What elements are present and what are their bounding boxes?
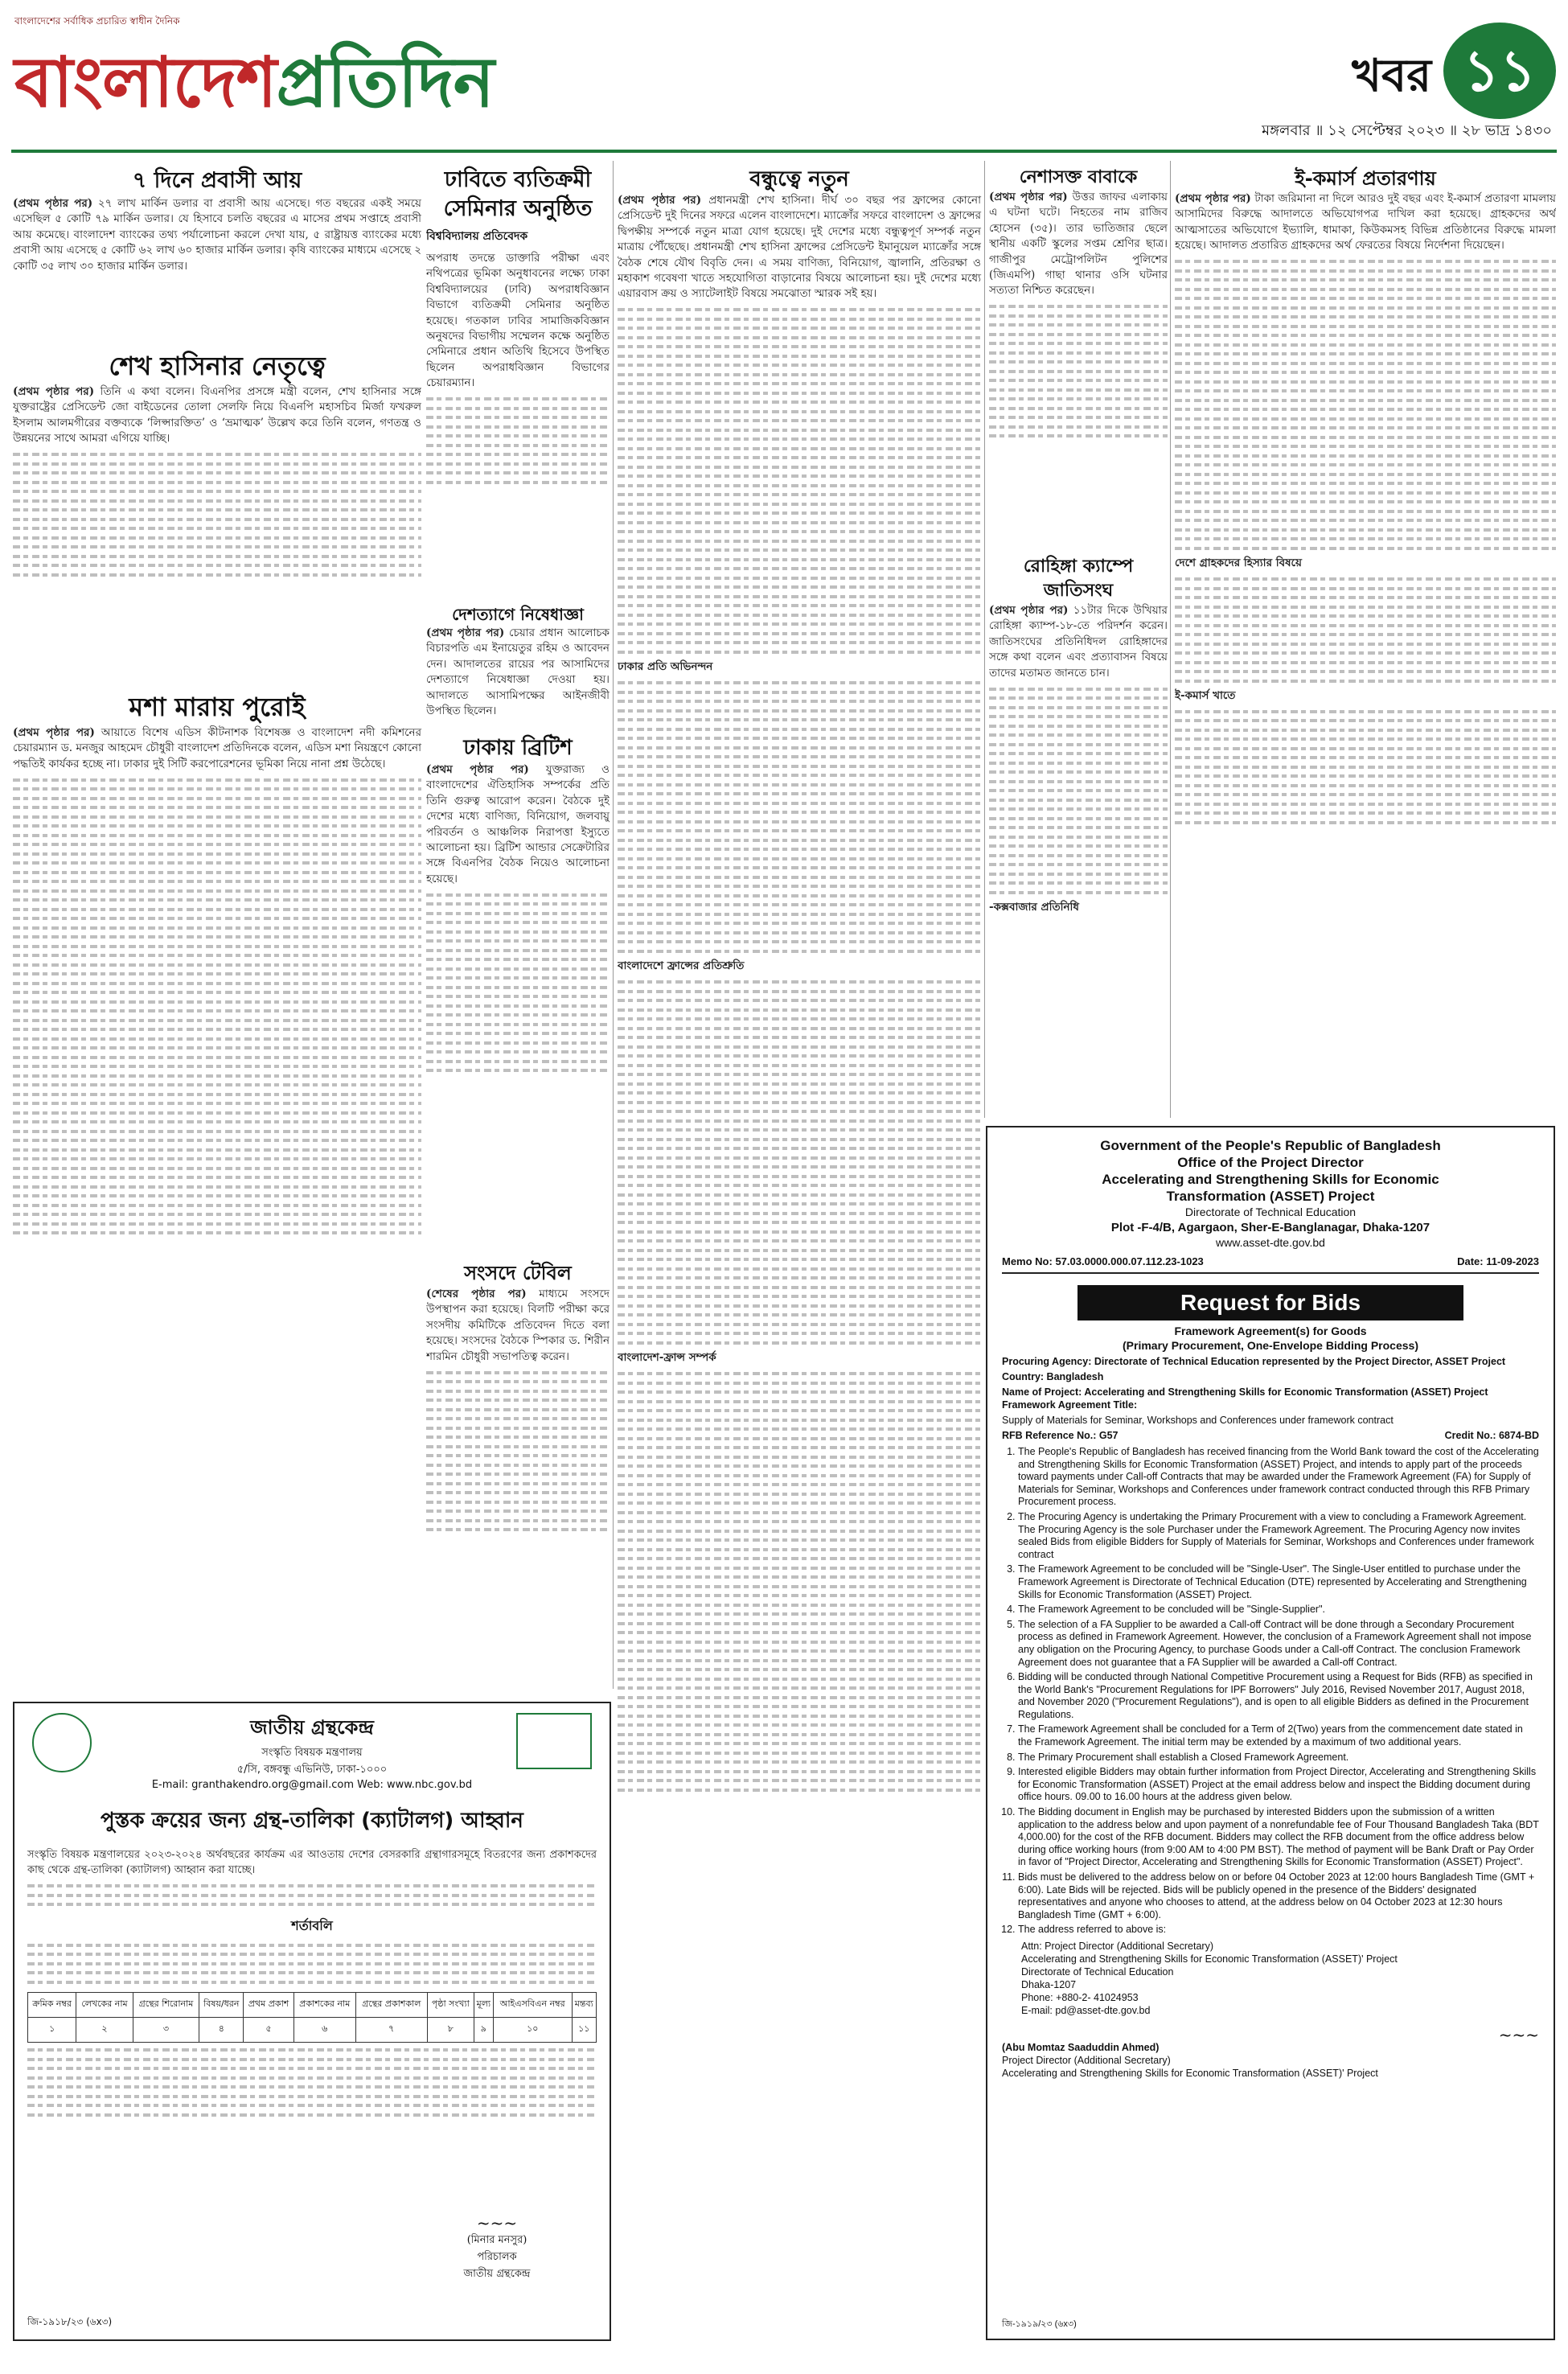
clause-item: 1. The People's Republic of Bangladesh has received financing from the World Bank toward the cost of the Accelerating and Strengthening Skills for Economic Transformation (ASSET) Project, and intends to apply part of the proceeds toward payments under Call-off Contracts that may be awarded under the Framework Agreement (FA) for Supply of Materials for Seminar, Workshops and Conferences under framework contract conducted through this RFB Primary Procurement process.	[1018, 1446, 1539, 1509]
attn-project: Accelerating and Strengthening Skills for Economic Transformation (ASSET)' Project	[1021, 1953, 1398, 1965]
article-ecommerce-fraud[interactable]	[1175, 166, 1556, 1121]
table-cell: ৩	[133, 2017, 199, 2042]
table-header-cell: আইএসবিএন নম্বর	[493, 1992, 572, 2017]
reference-row	[1002, 1430, 1539, 1441]
attn-city: Dhaka-1207	[1021, 1978, 1077, 1990]
clause-item: 2. The Procuring Agency is undertaking the Primary Procurement with a view to concluding a Framework Agreement. The Procuring Agency is the sole Purchaser under the Framework Agreement. The Procuring Agency now invites sealed Bids from eligible Bidders for Supply of Materials for Seminar, Workshops and Conferences under framework contract	[1018, 1511, 1539, 1561]
handwritten-signature: ~~~	[476, 2213, 518, 2232]
article-subheading: বাংলাদেশ-ফ্রান্স সম্পর্ক	[618, 1351, 716, 1365]
library-catalogue-notice[interactable]	[13, 1702, 611, 2341]
table-cell: ২	[76, 2017, 133, 2042]
tender-website-link[interactable]: www.asset-dte.gov.bd	[1216, 1236, 1325, 1249]
signer-name: (মিনার মনসুর)	[466, 2234, 527, 2246]
credit-number: Credit No.: 6874-BD	[1444, 1430, 1539, 1441]
article-body: (প্রথম পৃষ্ঠার পর) চেয়ার প্রধান আলোচক বিচারপতি এম ইনায়েতুর রহিম ও আবেদন দেন। আদালতের রায়ের পর আসামিদের দেশত্যাগে নিষেধাজ্ঞা দেওয়া হয়। আদালতে আসামিপক্ষের আইনজীবী উপস্থিত ছিলেন।	[426, 626, 610, 718]
country: Country: Bangladesh	[1002, 1371, 1104, 1382]
article-body: (প্রথম পৃষ্ঠার পর) ২৭ লাখ মার্কিন ডলার বা প্রবাসী আয় এসেছে। গত বছরের একই সময়ে এসেছিল ৫ কোটি ৭৯ মার্কিন ডলার। যে হিসাবে চলতি বছরের এ মাসের প্রথম সপ্তাহে প্রবাসী আয় কমেছে। বাংলাদেশ ব্যাংকের তথ্য পর্যালোচনা করলে দেখা যায়, ৫ রাষ্ট্রায়ত্ত ব্যাংকের মধ্যে প্রবাসী আয় এসেছে ৫ কোটি ৬২ লাখ ৬০ হাজার মার্কিন ডলার। কৃষি ব্যাংকের মাধ্যমে এসেছে ২ কোটি ৩৫ লাখ ৩০ হাজার মার্কিন ডলার।	[13, 197, 421, 273]
article-body: অপরাধ তদন্তে ডাক্তারি পরীক্ষা এবং নথিপত্রের ভূমিকা অনুধাবনের লক্ষ্যে ঢাকা বিশ্ববিদ্যালয়ের (ঢাবি) অপরাধবিজ্ঞান বিভাগে ব্যতিক্রমী সেমিনার অনুষ্ঠিত হয়েছে। গতকাল ঢাবির সামাজিকবিজ্ঞান অনুষদের বিভাগীয় সম্মেলন কক্ষে অনুষ্ঠিত সেমিনারে প্রধান অতিথি হিসেবে উপস্থিত ছিলেন অপরাধবিজ্ঞান বিভাগের চেয়ারম্যান।	[426, 252, 610, 390]
table-header-cell: পৃষ্ঠা সংখ্যা	[427, 1992, 474, 2017]
column-divider	[1170, 161, 1171, 1118]
tender-directorate: Directorate of Technical Education	[1184, 1205, 1357, 1218]
memo-number: Memo No: 57.03.0000.000.07.112.23-1023	[1002, 1255, 1204, 1267]
ad-reference: জি-১৯১৮/২৩ (৬x৩)	[27, 2316, 113, 2327]
notice-signature-block	[417, 2213, 577, 2283]
article-headline: ঢাবিতে ব্যতিক্রমী সেমিনার অনুষ্ঠিত	[443, 167, 593, 221]
notice-contact: E-mail: granthakendro.org@gmail.com Web: www.nbc.gov.bd	[151, 1779, 473, 1791]
article-source: -কক্সবাজার প্রতিনিধি	[989, 901, 1079, 914]
rfb-reference: RFB Reference No.: G57	[1002, 1430, 1119, 1441]
article-subheading: ঢাকার প্রতি অভিনন্দন	[618, 660, 713, 674]
clause-item: 8. The Primary Procurement shall establish a Closed Framework Agreement.	[1018, 1752, 1539, 1764]
article-drug-addicted-father[interactable]	[989, 166, 1168, 552]
signer-project: Accelerating and Strengthening Skills for Economic Transformation (ASSET)' Project	[1002, 2067, 1378, 2079]
article-body: (প্রথম পৃষ্ঠার পর) প্রধানমন্ত্রী শেখ হাসিনা। দীর্ঘ ৩০ বছর পর ফ্রান্সের কোনো প্রেসিডেন্ট দুই দিনের সফরে এলেন বাংলাদেশে। ম্যাক্রোঁর সফরে বাংলাদেশ ও ফ্রান্সের দ্বিপক্ষীয় সম্পর্কে নতুন মাত্রা যোগ হয়েছে। দুই দেশের মধ্যে বন্ধুত্বপূর্ণ সম্পর্ক নতুন মাত্রায় পৌঁছেছে। প্রধানমন্ত্রী শেখ হাসিনা ফ্রান্সের প্রেসিডেন্ট ইমানুয়েল ম্যাক্রোঁর সঙ্গে বৈঠক শেষে যৌথ বিবৃতি দেন। এ সময় বাণিজ্য, বিনিয়োগ, জ্বালানি, প্রতিরক্ষা ও মহাকাশ গবেষণা খাতে সহযোগিতা বাড়ানোর বিষয়ে আলোচনা হয়। দুই দেশের মধ্যে এয়ারবাস ক্রয় ও স্যাটেলাইট বিষয়ে সমঝোতা স্মারক সই হয়।	[618, 194, 982, 301]
signer-organization: জাতীয় গ্রন্থকেন্দ্র	[463, 2268, 531, 2280]
masthead-tagline: বাংলাদেশের সর্বাধিক প্রচারিত স্বাধীন দৈনিক	[14, 15, 180, 27]
article-body: (প্রথম পৃষ্ঠার পর) তিনি এ কথা বলেন। বিএনপির প্রসঙ্গে মন্ত্রী বলেন, শেখ হাসিনার সঙ্গে যুক্তরাষ্ট্রের প্রেসিডেন্ট জো বাইডেনের তোলা সেলফি নিয়ে বিএনপি মহাসচিব মির্জা ফখরুল ইসলাম আলমগীরের বক্তব্যকে ‘লিপ্সারক্তিত’ ও ‘ভ্রমাত্মক’ উল্লেখ করে তিনি বলেন, গণতন্ত্র ও উন্নয়নের সাথে আমরা এগিয়ে যাচ্ছি।	[13, 385, 421, 446]
article-rohingya[interactable]	[989, 555, 1168, 1118]
tender-clauses	[1002, 1446, 1539, 1937]
article-headline: শেখ হাসিনার নেতৃত্বে	[109, 351, 326, 381]
masthead	[0, 0, 1568, 161]
article-seminar[interactable]	[426, 166, 610, 600]
table-cell: ৮	[427, 2017, 474, 2042]
supply-title: Supply of Materials for Seminar, Workshops and Conferences under framework contract	[1002, 1415, 1394, 1426]
table-header-cell: প্রকাশকের নাম	[293, 1992, 355, 2017]
article-hasina-leadership[interactable]	[13, 347, 421, 685]
section-title: খবর	[1352, 50, 1431, 102]
project-name: Name of Project: Accelerating and Strengthening Skills for Economic Transformation (ASSET) Project Framework Agreement Title:	[1002, 1386, 1488, 1411]
table-cell: ৬	[293, 2017, 355, 2042]
clause-item: 11. Bids must be delivered to the address below on or before 04 October 2023 at 12:00 hours Bangladesh Time (GMT + 6:00). Late Bids will be rejected. Bids will be publicly opened in the presence of the Bidders' designated representatives and anyone who chooses to attend, at the address below on 04 October 2023 at 12:30 hours Bangladesh Time (GMT + 6:00).	[1018, 1871, 1539, 1921]
notice-conditions-title: শর্তাবলি	[291, 1918, 333, 1934]
article-headline: বন্ধুত্বে নতুন	[749, 167, 849, 191]
attn-phone: Phone: +880-2- 41024953	[1021, 1991, 1139, 2003]
notice-organization: জাতীয় গ্রন্থকেন্দ্র	[250, 1716, 374, 1739]
table-cell: ১	[28, 2017, 76, 2042]
article-subheading: দেশে গ্রাহকদের হিস্যার বিষয়ে	[1175, 557, 1302, 570]
request-for-bids-banner: Request for Bids	[1077, 1285, 1463, 1320]
signer-name: (Abu Momtaz Saaduddin Ahmed)	[1002, 2041, 1160, 2053]
newspaper-logo[interactable]	[14, 39, 642, 127]
article-subheading: ই-কমার্স খাতে	[1175, 689, 1236, 703]
bangladesh-emblem-icon	[32, 1713, 92, 1772]
tender-project-line2: Transformation (ASSET) Project	[1166, 1189, 1375, 1204]
article-remittance[interactable]	[13, 166, 421, 344]
article-body: (প্রথম পৃষ্ঠার পর) আয়াতে বিশেষ এডিস কীটনাশক বিশেষজ্ঞ ও বাংলাদেশ নদী কমিশনের চেয়ারম্যান ড. মনজুর আহমেদ চৌধুরী বাংলাদেশ প্রতিদিনকে বলেন, এডিস মশা নিয়ন্ত্রণে কোনো পদ্ধতিই কার্যকর হচ্ছে না। ঢাকার দুই সিটি করপোরেশনের ভূমিকা নিয়ে নানা প্রশ্ন উঠেছে।	[13, 726, 421, 770]
clause-item: 10. The Bidding document in English may be purchased by interested Bidders upon the submission of a written application to the address below and upon payment of a nonrefundable fee of Four Thousand Bangladesh Taka (BDT 4,000.00) for the cost of the RFB document. Bidders may collect the RFB document from the office address below during office working hours (from 9:00 AM to 4:00 PM BST). The method of payment will be Bank Draft or Pay Order in favor of "Project Director, Accelerating and Strengthening Skills for Economic Transformation (ASSET) Project".	[1018, 1806, 1539, 1869]
table-header-cell: প্রথম প্রকাশ	[244, 1992, 293, 2017]
signer-title: Project Director (Additional Secretary)	[1002, 2054, 1171, 2066]
memo-row	[1002, 1255, 1539, 1274]
signer-title: পরিচালক	[477, 2251, 517, 2263]
table-header-row	[28, 1992, 597, 2017]
clause-item: 7. The Framework Agreement shall be concluded for a Term of 2(Two) years from the commencement date stated in the Framework Agreement. The initial term may be extended by a maximum of two additional years.	[1018, 1723, 1539, 1748]
clause-item: 4. The Framework Agreement to be concluded will be "Single-Supplier".	[1018, 1604, 1539, 1616]
procuring-agency: Procuring Agency: Directorate of Technical Education represented by the Project Director, ASSET Project	[1002, 1356, 1506, 1367]
tender-project-line1: Accelerating and Strengthening Skills for Economic	[1102, 1172, 1439, 1187]
article-travel-ban[interactable]	[426, 603, 610, 730]
article-body: (শেষের পৃষ্ঠার পর) মাধ্যমে সংসদে উপস্থাপন করা হয়েছে। বিলটি পরীক্ষা করে সংসদীয় কমিটিকে প্রতিবেদন দিতে বলা হয়েছে। সংসদের বৈঠকে স্পিকার ড. শিরীন শারমিন চৌধুরী সভাপতিত্ব করেন।	[426, 1288, 610, 1363]
article-body: (প্রথম পৃষ্ঠার পর) উত্তর জাফর এলাকায় এ ঘটনা ঘটে। নিহতের নাম রাজিব হোসেন (৩৫)। তার ভাতিজার ছেলে স্থানীয় একটি স্কুলের সপ্তম শ্রেণির ছাত্র। গাজীপুর মেট্রোপলিটন পুলিশের (জিএমপি) গাছা থানার ওসি ঘটনার সত্যতা নিশ্চিত করেছেন।	[989, 191, 1168, 298]
table-header-cell: মন্তব্য	[572, 1992, 596, 2017]
tender-government: Government of the People's Republic of Bangladesh	[1100, 1138, 1441, 1153]
table-cell: ৪	[199, 2017, 244, 2042]
table-cell: ৯	[474, 2017, 493, 2042]
clause-item: 12. The address referred to above is:	[1018, 1924, 1539, 1937]
logo-word-bangladesh: বাংলাদেশ	[14, 43, 277, 123]
article-headline: ই-কমার্স প্রতারণায়	[1295, 167, 1436, 190]
article-subheading: বাংলাদেশে ফ্রান্সের প্রতিশ্রুতি	[618, 959, 745, 973]
table-header-cell: গ্রন্থের প্রকাশকাল	[355, 1992, 427, 2017]
article-headline: রোহিঙ্গা ক্যাম্পে জাতিসংঘ	[1023, 557, 1134, 601]
logo-word-protidin: প্রতিদিন	[276, 43, 494, 123]
article-byline: বিশ্ববিদ্যালয় প্রতিবেদক	[426, 230, 528, 243]
article-headline: দেশত্যাগে নিষেধাজ্ঞা	[452, 605, 584, 624]
attn-directorate: Directorate of Technical Education	[1021, 1965, 1174, 1978]
column-divider	[613, 161, 614, 1689]
attn-email-link[interactable]: E-mail: pd@asset-dte.gov.bd	[1021, 2004, 1151, 2016]
article-headline: মশা মারায় পুরোই	[129, 692, 306, 722]
handwritten-signature: ~~~	[1498, 2024, 1539, 2044]
contact-address-block	[1021, 1940, 1539, 2017]
article-body: (প্রথম পৃষ্ঠার পর) টাকা জরিমানা না দিলে আরও দুই বছর এবং ই-কমার্স প্রতারণা মামলায় আসামিদের বিরুদ্ধে আদালতে অভিযোগপত্র দাখিল করা হয়েছে। গ্রাহকদের অর্থ আত্মসাতের অভিযোগে ইভ্যালি, ধামাকা, কিউকমসহ বিভিন্ন প্রতিষ্ঠানের বিরুদ্ধে মামলা হয়েছে। আদালত প্রতারিত গ্রাহকদের অর্থ ফেরতের বিষয়ে নির্দেশনা দিয়েছেন।	[1175, 192, 1556, 253]
clause-item: 3. The Framework Agreement to be concluded will be "Single-User". The Single-User entitled to purchase under the Framework Agreement is Directorate of Technical Education (DTE) represented by Accelerating and Strengthening Skills for Economic Transformation (ASSET) Project.	[1018, 1563, 1539, 1601]
clause-item: 9. Interested eligible Bidders may obtain further information from Project Director, Accelerating and Strengthening Skills for Economic Transformation (ASSET) Project at the email address below and inspect the Bidding document during office hours. 09.00 to 16.00 hours at the address given below.	[1018, 1766, 1539, 1804]
book-centre-logo-icon	[516, 1713, 592, 1769]
issue-date: মঙ্গলবার ॥ ১২ সেপ্টেম্বর ২০২৩ ॥ ২৮ ভাদ্র ১৪৩০	[1262, 122, 1552, 139]
article-body: (প্রথম পৃষ্ঠার পর) ১১টার দিকে উখিয়ার রোহিঙ্গা ক্যাম্প-১৮-তে পরিদর্শন করেন। জাতিসংঘের প্রতিনিধিদল রোহিঙ্গাদের সঙ্গে কথা বলেন এবং প্রত্যাবাসন বিষয়ে তাদের মতামত জানতে চান।	[989, 604, 1168, 680]
article-headline: ঢাকায় ব্রিটিশ	[463, 736, 573, 760]
memo-date: Date: 11-09-2023	[1457, 1255, 1539, 1267]
tender-address: Plot -F-4/B, Agargaon, Sher-E-Banglanagar, Dhaka-1207	[1110, 1221, 1430, 1234]
article-headline: নেশাসক্ত বাবাকে	[1019, 167, 1138, 187]
table-header-cell: লেখকের নাম	[76, 1992, 133, 2017]
catalogue-format-table	[27, 1992, 597, 2043]
article-dhaka-british[interactable]	[426, 733, 610, 1256]
clause-item: 6. Bidding will be conducted through National Competitive Procurement using a Request for Bids (RFB) as specified in the World Bank's "Procurement Regulations for IPF Borrowers" July 2016, Revised November 2017, August 2018, and November 2020 ("Procurement Regulations"), and is open to all eligible Bidders as defined in the Procurement Regulations.	[1018, 1671, 1539, 1721]
table-cell: ১০	[493, 2017, 572, 2042]
masthead-divider	[11, 150, 1557, 153]
notice-body: সংস্কৃতি বিষয়ক মন্ত্রণালয়ের ২০২৩-২০২৪ অর্থবছরের কার্যক্রম এর আওতায় দেশের বেসরকারি গ্রন্থাগারসমূহে বিতরণের জন্য প্রকাশকদের কাছ থেকে গ্রন্থ-তালিকা (ক্যাটালগ) আহ্বান করা যাচ্ছে।	[27, 1849, 597, 1877]
table-cell: ৭	[355, 2017, 427, 2042]
request-for-bids-notice[interactable]	[986, 1126, 1555, 2340]
article-parliament[interactable]	[426, 1259, 610, 1694]
article-body: (প্রথম পৃষ্ঠার পর) যুক্তরাজ্য ও বাংলাদেশের ঐতিহাসিক সম্পর্কের প্রতি তিনি গুরুত্ব আরোপ করেন। বৈঠকে দুই দেশের মধ্যে বাণিজ্য, বিনিয়োগ, জলবায়ু পরিবর্তন ও আঞ্চলিক নিরাপত্তা ইস্যুতে আলোচনা হয়। ব্রিটিশ আন্ডার সেক্রেটারির সঙ্গে বিএনপির বৈঠক নিয়েও আলোচনা হয়েছে।	[426, 763, 610, 885]
table-row	[28, 2017, 597, 2042]
tender-office: Office of the Project Director	[1177, 1155, 1364, 1170]
notice-ministry: সংস্কৃতি বিষয়ক মন্ত্রণালয়	[261, 1747, 363, 1759]
clause-item: 5. The selection of a FA Supplier to be awarded a Call-off Contract will be done through a Secondary Procurement process as defined in Framework Agreement. However, the conclusion of a Framework Agreement shall not impose any obligation on the Procuring Agency, to purchase Goods under a Call-off Contract. The conclusion Framework Agreement does not guarantee that a FA Supplier will be awarded a Call-off Contract.	[1018, 1619, 1539, 1669]
table-header-cell: ক্রমিক নম্বর	[28, 1992, 76, 2017]
table-header-cell: বিষয়/ধরন	[199, 1992, 244, 2017]
table-cell: ১১	[572, 2017, 596, 2042]
tender-signature-block	[1002, 2024, 1539, 2080]
notice-address: ৫/সি, বঙ্গবন্ধু এভিনিউ, ঢাকা-১০০০	[236, 1764, 388, 1776]
notice-title: পুস্তক ক্রয়ের জন্য গ্রন্থ-তালিকা (ক্যাটালগ) আহ্বান	[101, 1809, 523, 1833]
attn-line: Attn: Project Director (Additional Secretary)	[1021, 1940, 1213, 1952]
article-headline: সংসদে টেবিল	[464, 1262, 572, 1284]
article-headline: ৭ দিনে প্রবাসী আয়	[132, 168, 302, 193]
table-header-cell: মূল্য	[474, 1992, 493, 2017]
table-header-cell: গ্রন্থের শিরোনাম	[133, 1992, 199, 2017]
table-cell: ৫	[244, 2017, 293, 2042]
rfb-subtitle-2: (Primary Procurement, One-Envelope Bidding Process)	[1123, 1339, 1418, 1352]
rfb-subtitle-1: Framework Agreement(s) for Goods	[1174, 1325, 1367, 1337]
ad-reference: জি-১৯১৯/২৩ (৬x৩)	[1002, 2319, 1077, 2329]
page-number-badge: ১১	[1443, 23, 1556, 119]
